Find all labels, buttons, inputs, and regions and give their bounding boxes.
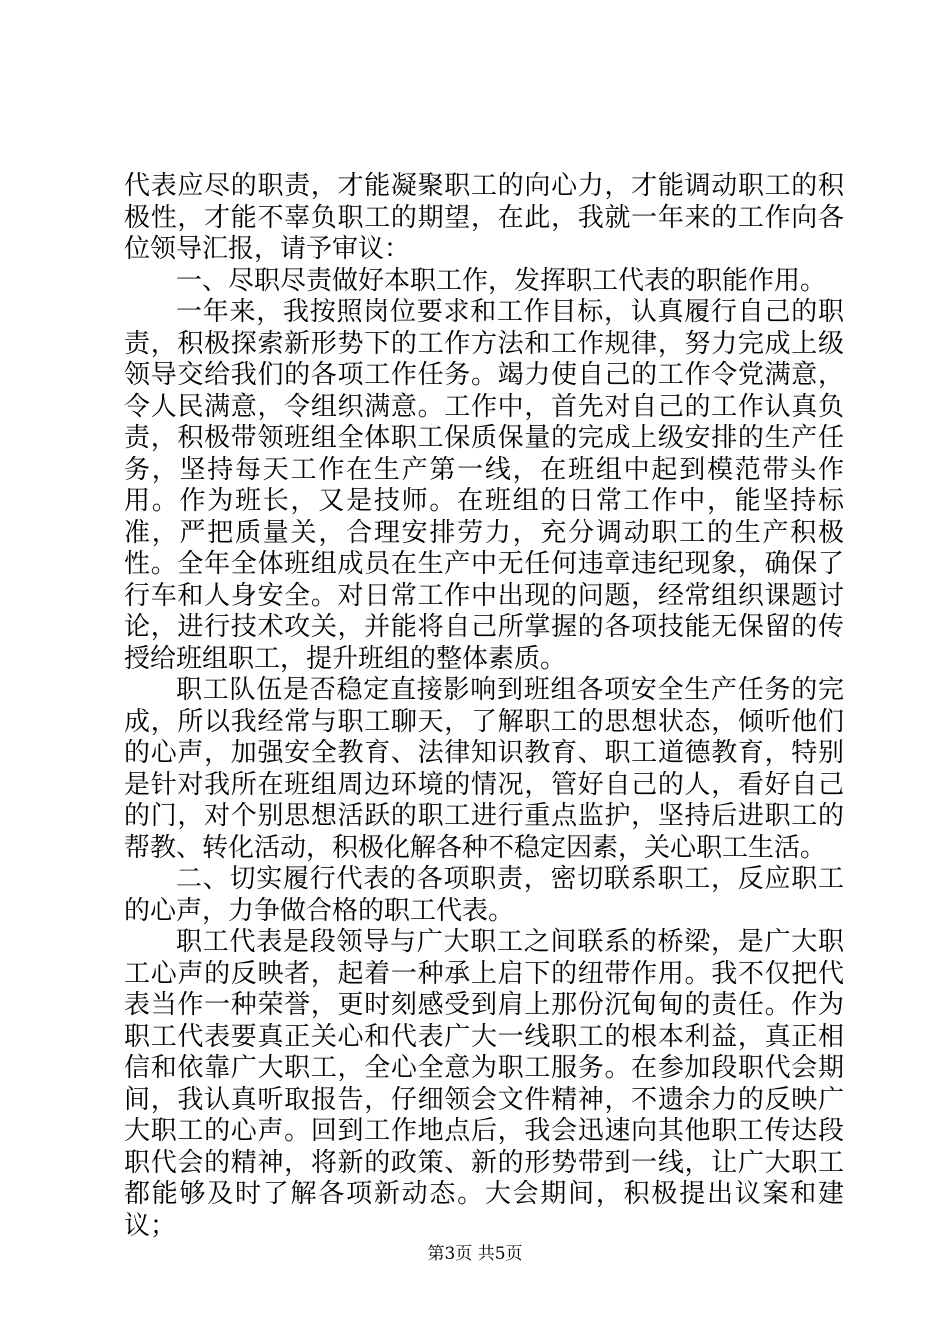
paragraph-4: 职工队伍是否稳定直接影响到班组各项安全生产任务的完成，所以我经常与职工聊天，了解职工的思想状态，倾听他们的心声，加强安全教育、法律知识教育、职工道德教育，特别是针对我所在班组周边环境的情况，管好自己的人，看好自己的门，对个别思想活跃的职工进行重点监护，坚持后进职工的帮教、转化活动，积极化解各种不稳定因素，关心职工生活。 [124,675,844,863]
page-number-footer: 第3页 共5页 [427,1244,523,1264]
paragraph-2-heading-one: 一、尽职尽责做好本职工作，发挥职工代表的职能作用。 [176,265,827,296]
paragraph-6: 职工代表是段领导与广大职工之间联系的桥梁，是广大职工心声的反映者，起着一种承上启下的纽带作用。我不仅把代表当作一种荣誉，更时刻感受到肩上那份沉甸甸的责任。作为职工代表要真正关心和代表广大一线职工的根本利益，真正相信和依靠广大职工，全心全意为职工服务。在参加段职代会期间，我认真听取报告，仔细领会文件精神，不遗余力的反映广大职工的心声。回到工作地点后，我会迅速向其他职工传达段职代会的精神，将新的政策、新的形势带到一线，让广大职工都能够及时了解各项新动态。大会期间，积极提出议案和建议； [124,927,844,1241]
paragraph-3: 一年来，我按照岗位要求和工作目标，认真履行自己的职责，积极探索新形势下的工作方法和工作规律，努力完成上级领导交给我们的各项工作任务。竭力使自己的工作令党满意，令人民满意，令组织满意。工作中，首先对自己的工作认真负责，积极带领班组全体职工保质保量的完成上级安排的生产任务，坚持每天工作在生产第一线，在班组中起到模范带头作用。作为班长，又是技师。在班组的日常工作中，能坚持标准，严把质量关，合理安排劳力，充分调动职工的生产积极性。全年全体班组成员在生产中无任何违章违纪现象，确保了行车和人身安全。对日常工作中出现的问题，经常组织课题讨论，进行技术攻关，并能将自己所掌握的各项技能无保留的传授给班组职工，提升班组的整体素质。 [124,297,844,674]
paragraph-1: 代表应尽的职责，才能凝聚职工的向心力，才能调动职工的积极性，才能不辜负职工的期望，在此，我就一年来的工作向各位领导汇报，请予审议： [124,171,844,264]
paragraph-5-heading-two: 二、切实履行代表的各项职责，密切联系职工，反应职工的心声，力争做合格的职工代表。 [124,864,844,926]
document-body [124,171,844,1242]
